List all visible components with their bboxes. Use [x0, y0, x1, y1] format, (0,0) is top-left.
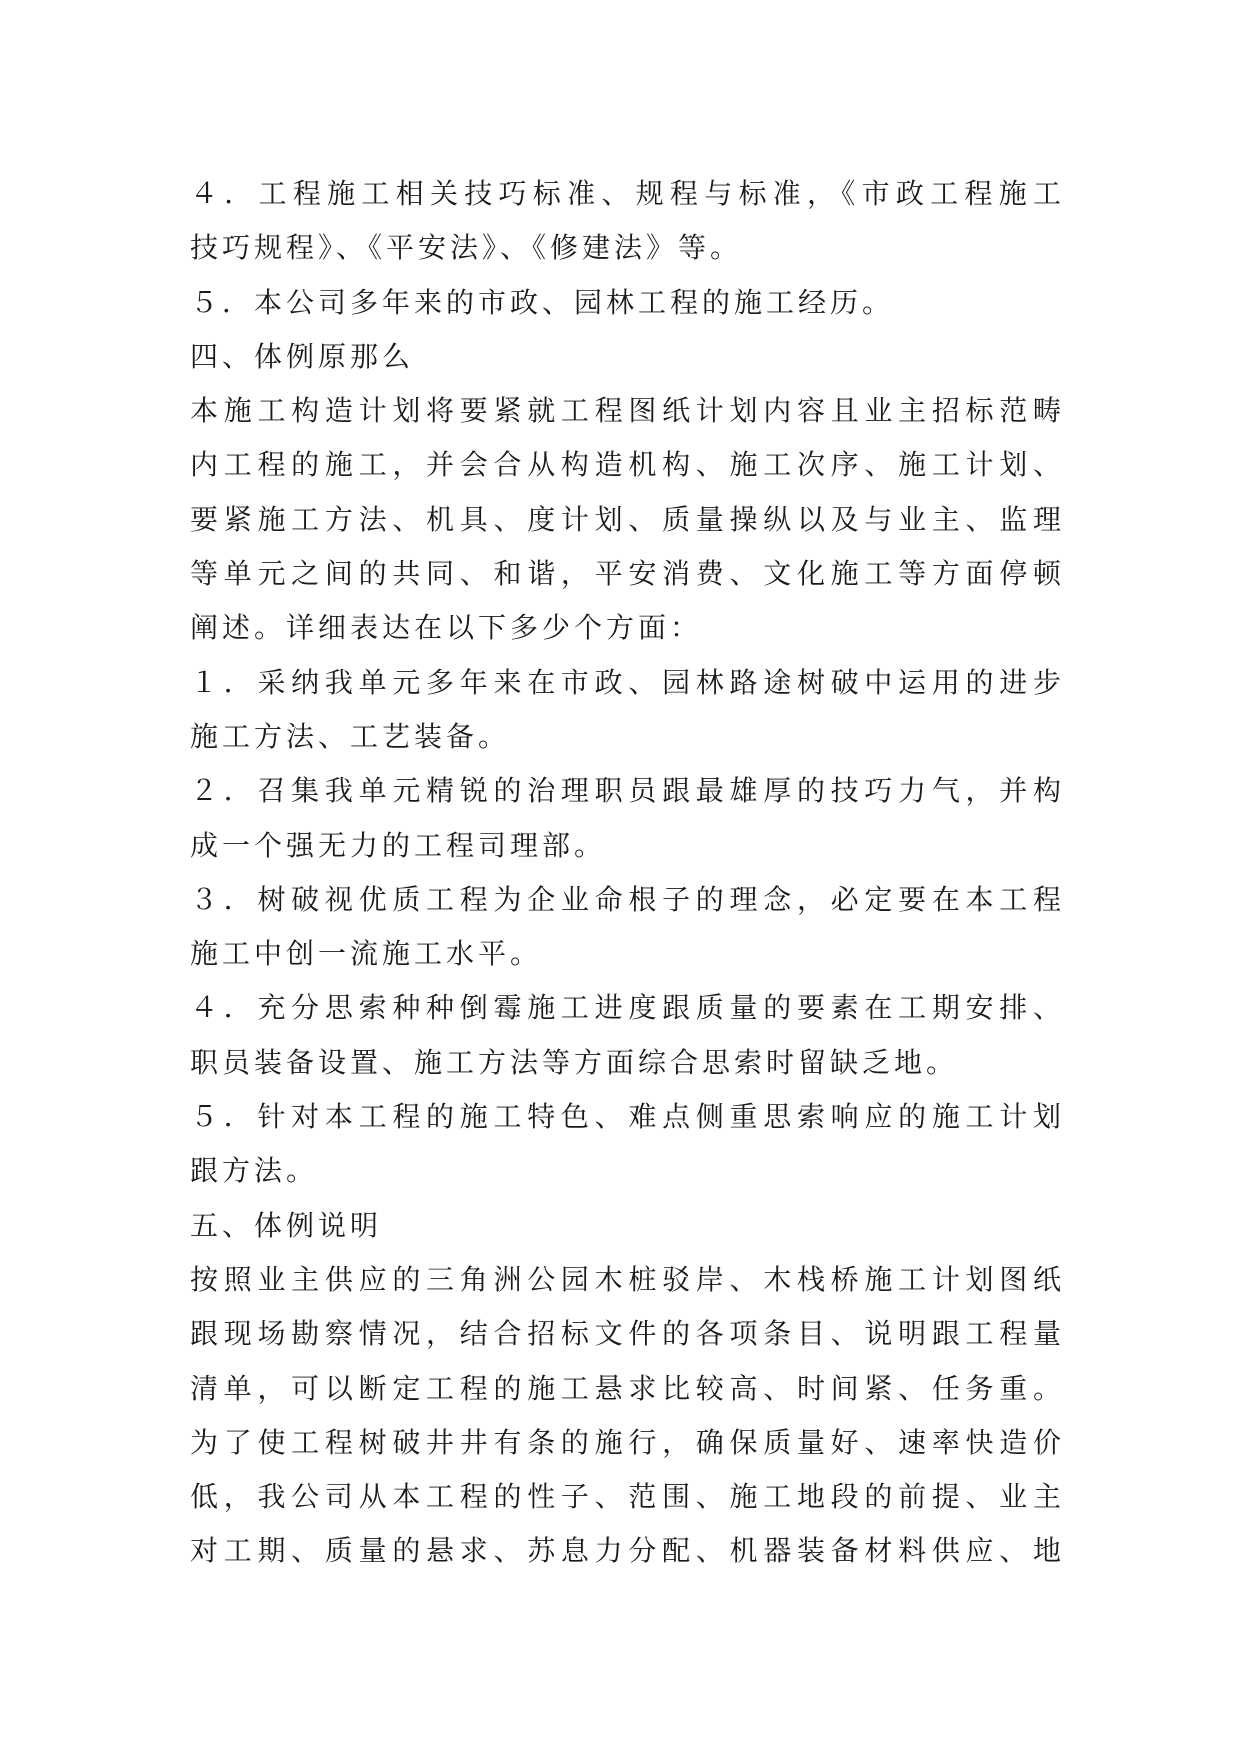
text-line: ５．本公司多年来的市政、园林工程的施工经历。 [190, 285, 895, 319]
section-heading: 四、体例原那么 [190, 339, 415, 373]
text-line: 职员装备设置、施工方法等方面综合思索时留缺乏地。 [190, 1045, 959, 1079]
text-line: 为了使工程树破井井有条的施行，确保质量好、速率快造价 [190, 1425, 1065, 1459]
text-line: 跟现场勘察情况，结合招标文件的各项条目、说明跟工程量 [190, 1317, 1065, 1351]
text-line: １．采纳我单元多年来在市政、园林路途树破中运用的进步 [190, 665, 1065, 699]
text-line: ４．充分思索种种倒霉施工进度跟质量的要素在工期安排、 [190, 991, 1065, 1025]
text-line: ２．召集我单元精锐的治理职员跟最雄厚的技巧力气，并构 [190, 774, 1065, 808]
text-line: 成一个强无力的工程司理部。 [190, 828, 607, 862]
text-line: 对工期、质量的悬求、苏息力分配、机器装备材料供应、地 [190, 1534, 1065, 1568]
text-line: ４．工程施工相关技巧标准、规程与标准，《市政工程施工 [190, 177, 1065, 210]
text-line: 清单，可以断定工程的施工悬求比较高、时间紧、任务重。 [190, 1371, 1065, 1405]
text-line: ５．针对本工程的施工特色、难点侧重思索响应的施工计划 [190, 1100, 1065, 1134]
text-line: 低，我公司从本工程的性子、范围、施工地段的前提、业主 [190, 1480, 1065, 1514]
text-line: 按照业主供应的三角洲公园木桩驳岸、木栈桥施工计划图纸 [190, 1262, 1065, 1296]
text-line: 施工中创一流施工水平。 [190, 937, 543, 971]
text-line: 施工方法、工艺装备。 [190, 719, 511, 753]
text-line: 技巧规程》、《平安法》、《修建法》等。 [190, 231, 743, 265]
section-heading: 五、体例说明 [190, 1208, 383, 1242]
text-line: 阐述。详细表达在以下多少个方面： [190, 611, 703, 645]
text-line: 等单元之间的共同、和谐，平安消费、文化施工等方面停顿 [190, 557, 1065, 591]
document-body [190, 167, 1065, 1579]
text-line: 要紧施工方法、机具、度计划、质量操纵以及与业主、监理 [190, 502, 1065, 536]
text-line: ３．树破视优质工程为企业命根子的理念，必定要在本工程 [190, 882, 1065, 916]
text-line: 本施工构造计划将要紧就工程图纸计划内容且业主招标范畴 [190, 394, 1065, 428]
text-line: 跟方法。 [190, 1154, 319, 1188]
text-line: 内工程的施工，并会合从构造机构、施工次序、施工计划、 [190, 448, 1065, 482]
